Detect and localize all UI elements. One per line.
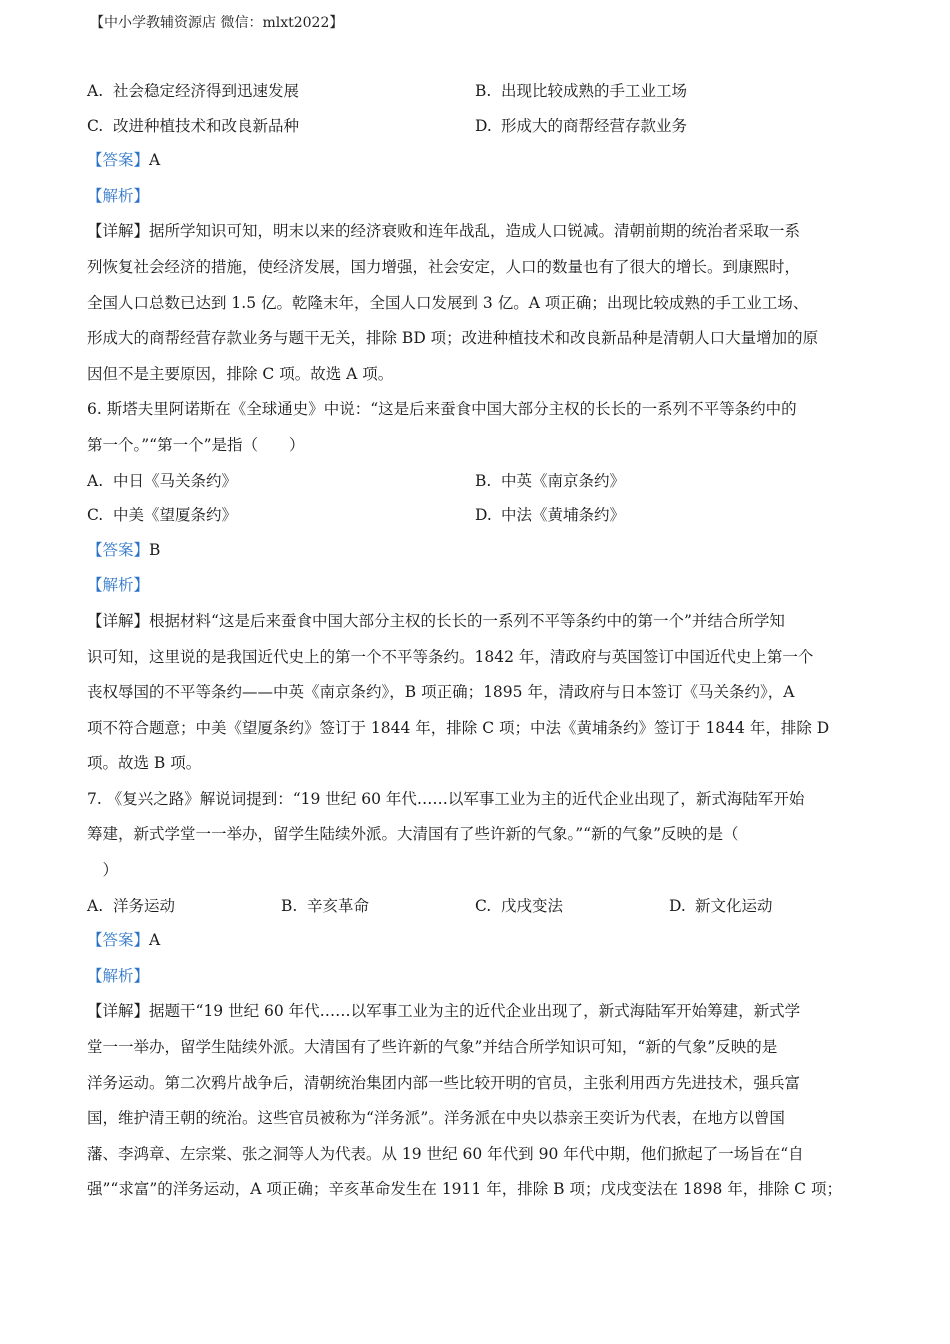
q7-option-b[interactable] xyxy=(281,889,369,924)
q5-option-d[interactable] xyxy=(475,109,687,144)
option-text: 新文化运动 xyxy=(695,896,773,915)
option-letter: A. xyxy=(87,471,104,490)
detail-tag: 【详解】 xyxy=(87,1002,150,1021)
q7-stem-line-1: 7. 《复兴之路》解说词提到：“19 世纪 60 年代……以军事工业为主的近代企业出现了，新式海陆军开始 xyxy=(87,789,805,808)
q5-answer xyxy=(87,143,872,179)
option-letter: A. xyxy=(87,82,104,100)
option-letter: D. xyxy=(669,896,686,915)
option-letter: D. xyxy=(475,506,492,525)
q5-option-b[interactable] xyxy=(475,74,687,109)
q7-option-d[interactable] xyxy=(669,889,773,924)
option-letter: A. xyxy=(87,896,104,915)
option-text: 辛亥革命 xyxy=(307,896,370,915)
q6-options-row-1 xyxy=(87,464,872,499)
q7-analysis xyxy=(87,959,872,995)
q5-detail-line-3: 全国人口总数已达到 1.5 亿。乾隆末年，全国人口发展到 3 亿。A 项正确；出现比较成熟的手工业工场、 xyxy=(87,293,809,312)
q6-detail-line-2: 识可知，这里说的是我国近代史上的第一个不平等条约。1842 年，清政府与英国签订中国近代史上第一个 xyxy=(87,647,814,666)
q5-options-row-1 xyxy=(87,74,872,109)
q7-detail-line-6: 强”“求富”的洋务运动，A 项正确；辛亥革命发生在 1911 年，排除 B 项；戊戌变法在 1898 年，排除 C 项； xyxy=(87,1180,842,1199)
detail-tag: 【详解】 xyxy=(87,611,150,630)
option-text: 社会稳定经济得到迅速发展 xyxy=(113,82,300,100)
q7-answer xyxy=(87,923,872,959)
answer-value: A xyxy=(149,151,161,170)
page-content xyxy=(87,74,872,1208)
q7-detail-line-1 xyxy=(87,994,872,1030)
option-text: 改进种植技术和改良新品种 xyxy=(113,116,300,135)
analysis-tag: 【解析】 xyxy=(87,576,150,595)
q6-option-a[interactable] xyxy=(87,464,237,499)
q6-option-d[interactable] xyxy=(475,498,625,533)
header-watermark: 【中小学教辅资源店 微信：mlxt2022】 xyxy=(90,15,344,31)
q5-detail-line-5: 因但不是主要原因，排除 C 项。故选 A 项。 xyxy=(87,364,394,383)
option-text: 戊戌变法 xyxy=(501,896,564,915)
option-letter: C. xyxy=(87,116,104,135)
q7-option-c[interactable] xyxy=(475,889,563,924)
detail-text: 据题干“19 世纪 60 年代……以军事工业为主的近代企业出现了，新式海陆军开始筹建，新式学 xyxy=(149,1002,801,1021)
q7-detail-line-2: 堂一一举办，留学生陆续外派。大清国有了些许新的气象”并结合所学知识可知，“新的气象”反映的是 xyxy=(87,1038,778,1057)
answer-value: B xyxy=(149,540,161,559)
answer-value: A xyxy=(149,931,161,950)
q6-option-c[interactable] xyxy=(87,498,237,533)
q7-stem-line-2: 筹建，新式学堂一一举办，留学生陆续外派。大清国有了些许新的气象。”“新的气象”反映的是（ xyxy=(87,825,739,844)
answer-tag: 【答案】 xyxy=(87,151,150,170)
option-text: 洋务运动 xyxy=(113,896,176,915)
q6-stem-line-1: 6. 斯塔夫里阿诺斯在《全球通史》中说：“这是后来蚕食中国大部分主权的长长的一系列不平等条约中的 xyxy=(87,400,797,419)
option-text: 中美《望厦条约》 xyxy=(113,506,238,525)
option-letter: C. xyxy=(87,506,104,525)
q7-options-row xyxy=(87,889,872,924)
q6-analysis xyxy=(87,568,872,604)
q7-detail-line-5: 藩、李鸿章、左宗棠、张之洞等人为代表。从 19 世纪 60 年代到 90 年代中期，他们掀起了一场旨在“自 xyxy=(87,1144,804,1163)
q6-detail-line-5: 项。故选 B 项。 xyxy=(87,754,202,773)
q5-detail-line-4: 形成大的商帮经营存款业务与题干无关，排除 BD 项；改进种植技术和改良新品种是清朝人口大量增加的原 xyxy=(87,329,819,348)
q5-detail-line-1 xyxy=(87,214,872,250)
option-text: 中英《南京条约》 xyxy=(501,471,626,490)
analysis-tag: 【解析】 xyxy=(87,186,150,205)
option-text: 出现比较成熟的手工业工场 xyxy=(501,82,688,100)
answer-tag: 【答案】 xyxy=(87,931,150,950)
q6-answer xyxy=(87,533,872,569)
option-text: 中日《马关条约》 xyxy=(113,471,238,490)
q5-option-a[interactable] xyxy=(87,74,299,109)
q7-option-a[interactable] xyxy=(87,889,175,924)
option-text: 中法《黄埔条约》 xyxy=(501,506,626,525)
q6-detail xyxy=(87,604,872,782)
q6-detail-line-3: 丧权辱国的不平等条约——中英《南京条约》，B 项正确；1895 年，清政府与日本签订《马关条约》，A xyxy=(87,683,795,702)
answer-tag: 【答案】 xyxy=(87,540,150,559)
q5-detail-line-2: 列恢复社会经济的措施，使经济发展，国力增强，社会安定，人口的数量也有了很大的增长。到康熙时， xyxy=(87,257,801,276)
option-letter: B. xyxy=(475,82,492,100)
q5-options-row-2 xyxy=(87,109,872,144)
q5-detail xyxy=(87,214,872,392)
analysis-tag: 【解析】 xyxy=(87,966,150,985)
q6-detail-line-4: 项不符合题意；中美《望厦条约》签订于 1844 年，排除 C 项；中法《黄埔条约》签订于 1844 年，排除 D xyxy=(87,718,830,737)
option-letter: B. xyxy=(475,471,492,490)
option-letter: D. xyxy=(475,116,492,135)
q6-options-row-2 xyxy=(87,498,872,533)
detail-text: 据所学知识可知，明末以来的经济衰败和连年战乱，造成人口锐减。清朝前期的统治者采取一系 xyxy=(149,222,801,241)
q5-analysis xyxy=(87,179,872,215)
q6-detail-line-1 xyxy=(87,604,872,640)
option-letter: C. xyxy=(475,896,492,915)
q6-stem-line-2: 第一个。”“第一个”是指（ ） xyxy=(87,435,305,454)
q5-option-c[interactable] xyxy=(87,109,299,144)
detail-tag: 【详解】 xyxy=(87,222,150,241)
detail-text: 根据材料“这是后来蚕食中国大部分主权的长长的一系列不平等条约中的第一个”并结合所学知 xyxy=(149,611,785,630)
option-letter: B. xyxy=(281,896,298,915)
q7-detail-line-4: 国，维护清王朝的统治。这些官员被称为“洋务派”。洋务派在中央以恭亲王奕䜣为代表，在地方以曾国 xyxy=(87,1109,785,1128)
q7-stem-line-3: ） xyxy=(87,861,119,880)
q7-detail-line-3: 洋务运动。第二次鸦片战争后，清朝统治集团内部一些比较开明的官员，主张利用西方先进技术，强兵富 xyxy=(87,1073,801,1092)
option-text: 形成大的商帮经营存款业务 xyxy=(501,116,688,135)
q6-option-b[interactable] xyxy=(475,464,625,499)
q7-detail xyxy=(87,994,872,1208)
